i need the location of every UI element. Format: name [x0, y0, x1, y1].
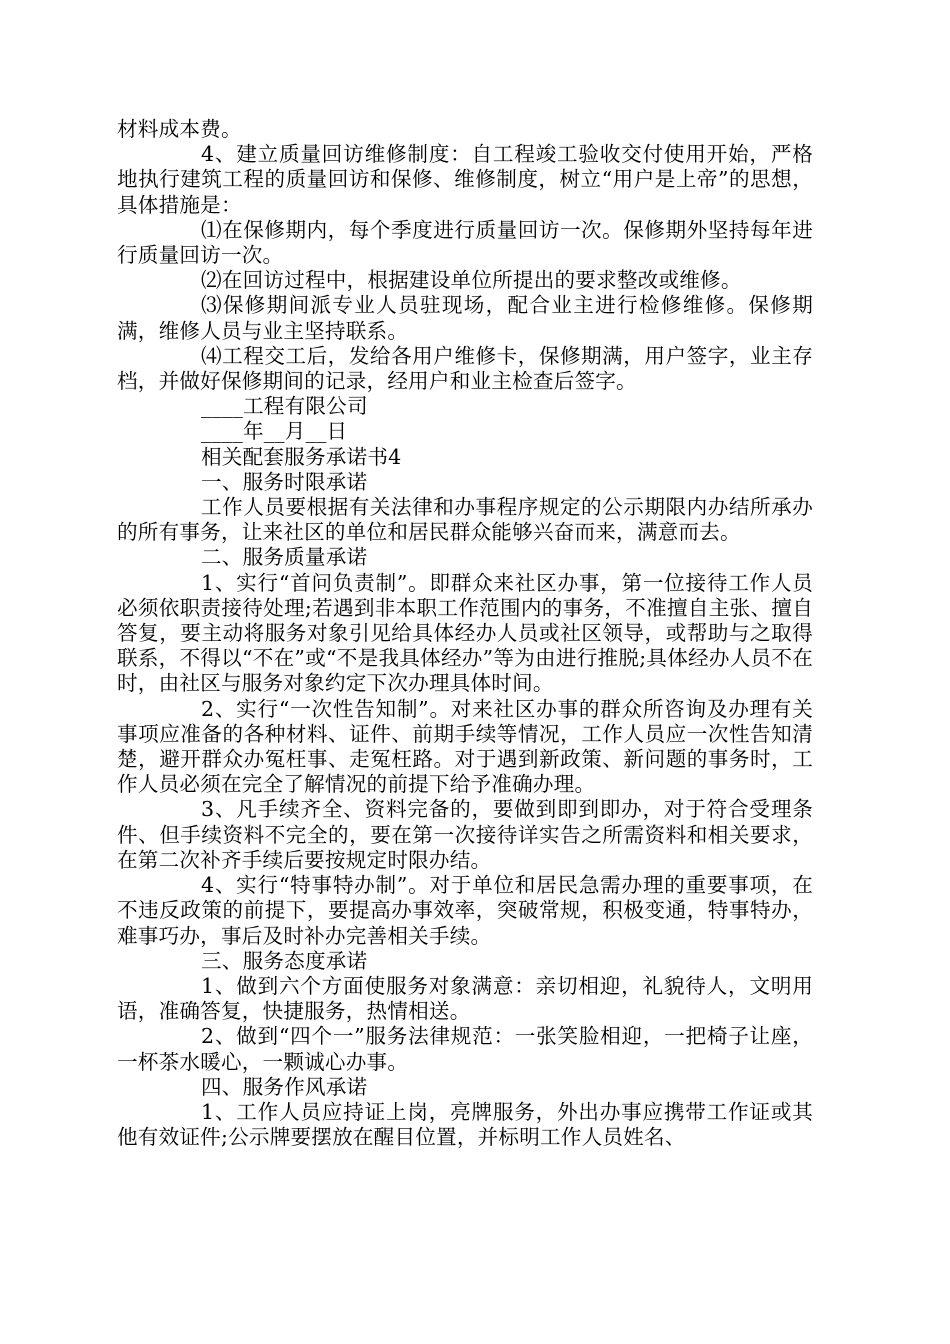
paragraph-measure-2: ⑵在回访过程中，根据建设单位所提出的要求整改或维修。	[201, 268, 742, 293]
heading-time-limit: 一、服务时限承诺	[201, 469, 368, 494]
paragraph-style-1: 1、工作人员应持证上岗，亮牌服务，外出办事应携带工作证或其他有效证件;公示牌要摆放在醒目位置，并标明工作人员姓名、	[117, 1099, 813, 1150]
paragraph-time-limit: 工作人员要根据有关法律和办事程序规定的公示期限内办结所承办的所有事务，让来社区的单位和居民群众能够兴奋而来，满意而去。	[117, 495, 813, 545]
signature-company: ____工程有限公司	[201, 394, 368, 419]
section-title: 相关配套服务承诺书4	[201, 444, 402, 469]
paragraph-attitude-1: 1、做到六个方面使服务对象满意：亲切相迎，礼貌待人，文明用语，准确答复，快捷服务，热情相送。	[117, 973, 813, 1024]
paragraph-item-4-revisit-system: 4、建立质量回访维修制度：自工程竣工验收交付使用开始，严格地执行建筑工程的质量回访和保修、维修制度，树立“用户是上帝”的思想，具体措施是：	[117, 142, 813, 217]
paragraph-quality-2: 2、实行“一次性告知制”。对来社区办事的群众所咨询及办理有关事项应准备的各种材料、证件、前期手续等情况，工作人员应一次性告知清楚，避开群众办冤枉事、走冤枉路。对于遇到新政策、新问题的事务时，工作人员必须在完全了解情况的前提下给予准确办理。	[117, 696, 813, 797]
paragraph-measure-4: ⑷工程交工后，发给各用户维修卡，保修期满，用户签字，业主存档，并做好保修期间的记录，经用户和业主检查后签字。	[117, 343, 813, 394]
heading-quality: 二、服务质量承诺	[201, 545, 368, 570]
signature-date: ____年__月__日	[201, 419, 348, 444]
document-body	[117, 117, 813, 1150]
heading-attitude: 三、服务态度承诺	[201, 948, 368, 973]
paragraph-quality-4: 4、实行“特事特办制”。对于单位和居民急需办理的重要事项，在不违反政策的前提下，要提高办事效率，突破常规，积极变通，特事特办，难事巧办，事后及时补办完善相关手续。	[117, 873, 813, 948]
paragraph-attitude-2: 2、做到“四个一”服务法律规范：一张笑脸相迎，一把椅子让座，一杯茶水暖心，一颗诚心办事。	[117, 1024, 813, 1074]
paragraph-measure-1: ⑴在保修期内，每个季度进行质量回访一次。保修期外坚持每年进行质量回访一次。	[117, 217, 813, 268]
paragraph-quality-1: 1、实行“首问负责制”。即群众来社区办事，第一位接待工作人员必须依职责接待处理;若遇到非本职工作范围内的事务，不准擅自主张、擅自答复，要主动将服务对象引见给具体经办人员或社区领导，或帮助与之取得联系，不得以“不在”或“不是我具体经办”等为由进行推脱;具体经办人员不在时，由社区与服务对象约定下次办理具体时间。	[117, 570, 813, 696]
paragraph-measure-3: ⑶保修期间派专业人员驻现场，配合业主进行检修维修。保修期满，维修人员与业主坚持联系。	[117, 293, 813, 343]
paragraph-continuation: 材料成本费。	[117, 117, 242, 141]
paragraph-quality-3: 3、凡手续齐全、资料完备的，要做到即到即办，对于符合受理条件、但手续资料不完全的，要在第一次接待详实告之所需资料和相关要求，在第二次补齐手续后要按规定时限办结。	[117, 797, 813, 872]
heading-style: 四、服务作风承诺	[201, 1074, 368, 1099]
